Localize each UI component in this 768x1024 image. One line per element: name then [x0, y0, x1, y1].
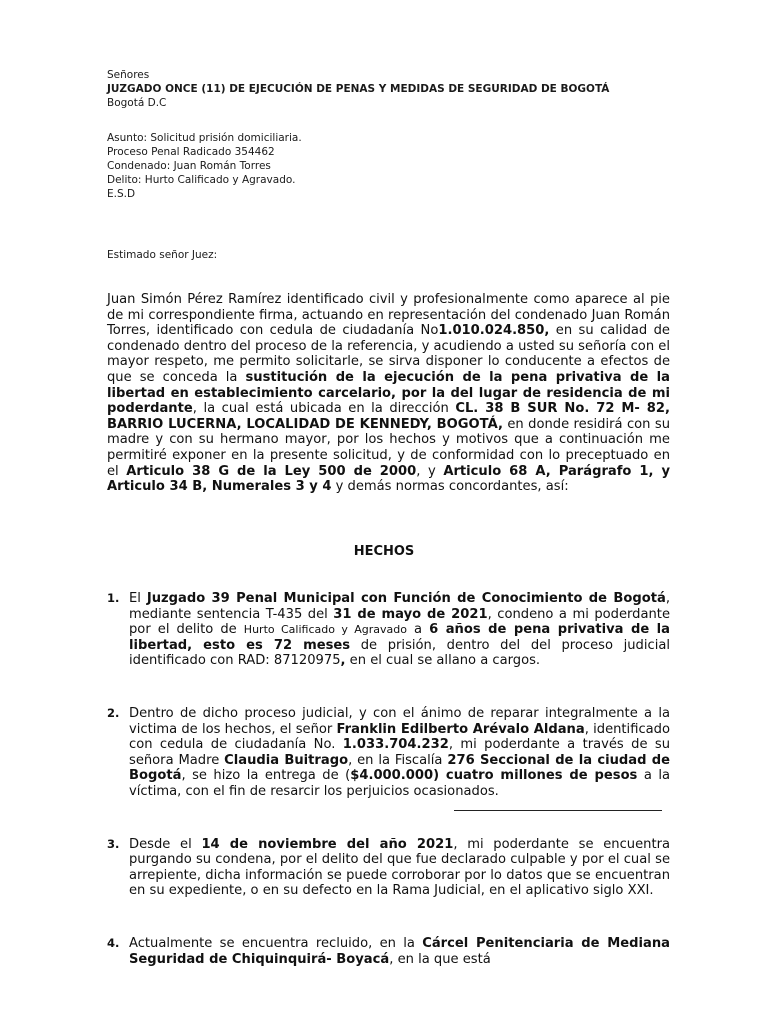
- hecho-bold: Juzgado 39 Penal Municipal con Función de Conocimiento de Bogotá: [146, 591, 666, 606]
- list-number: 2.: [107, 705, 120, 720]
- court-name: JUZGADO ONCE (11) DE EJECUCIÓN DE PENAS Y MEDIDAS DE SEGURIDAD DE BOGOTÁ: [107, 83, 610, 95]
- list-number: 1.: [107, 591, 120, 605]
- underline-mark: [454, 810, 662, 811]
- hecho-bold: 1.033.704.232: [342, 737, 449, 753]
- hecho-bold: 14 de noviembre del año 2021: [201, 836, 454, 852]
- subject-condenado: Condenado: Juan Román Torres: [107, 160, 271, 172]
- hecho-text: , condeno a mi poderdante por el delito de: [129, 606, 670, 638]
- hecho-bold: Cárcel Penitenciaria de Mediana Seguridad de Chiquinquirá- Boyacá: [129, 935, 670, 967]
- hecho-text: , en la Fiscalía: [348, 752, 448, 768]
- list-item: [107, 936, 670, 967]
- hecho-text: , mediante sentencia T-435 del: [129, 591, 670, 622]
- subject-esd: E.S.D: [107, 188, 136, 200]
- list-number: 4.: [107, 935, 120, 950]
- hecho-text: de prisión, dentro del del proceso judicial identificado con RAD: 87120975: [129, 637, 670, 669]
- hecho-bold: ,: [340, 653, 346, 669]
- hecho-text: a la víctima, con el fin de resarcir los perjuicios ocasionados.: [129, 768, 670, 799]
- address: CL. 38 B SUR No. 72 M- 82, BARRIO LUCERNA, LOCALIDAD DE KENNEDY, BOGOTÁ,: [107, 401, 670, 432]
- hecho-bold: 6 años de pena privativa de la libertad, esto es 72 meses: [129, 622, 670, 653]
- intro-text: en su calidad de condenado dentro del proceso de la referencia, y acudiendo a usted su señoría con el mayor respeto, me permito solicitarle, se sirva disponer lo conducente a efectos de que se conceda la: [107, 323, 670, 385]
- hecho-text: , identificado con cedula de ciudadanía No.: [129, 721, 670, 753]
- intro-text: y demás normas concordantes, así:: [331, 479, 569, 495]
- hecho-bold: Franklin Edilberto Arévalo Aldana: [336, 721, 585, 737]
- hecho-text: a: [407, 622, 430, 638]
- subject-delito: Delito: Hurto Calificado y Agravado.: [107, 174, 296, 186]
- hecho-text: El: [129, 591, 147, 606]
- hecho-text: en el cual se allano a cargos.: [345, 653, 541, 669]
- list-item: [107, 706, 670, 800]
- hecho-text: Desde el: [129, 836, 202, 852]
- intro-text: , la cual está ubicada en la dirección: [192, 401, 456, 417]
- hecho-text: Hurto Calificado y Agravado: [243, 623, 407, 637]
- hecho-text: Actualmente se encuentra recluido, en la: [129, 935, 423, 951]
- hecho-bold: 276 Seccional de la ciudad de Bogotá: [129, 752, 670, 784]
- article-38: Articulo 38 G de la Ley 500 de 2000: [126, 463, 417, 479]
- request-sustitucion: sustitución de la ejecución de la pena privativa de la libertad en establecimiento carcelario, por la del lugar de residencia de mi poderdante: [107, 369, 670, 417]
- hecho-text: , mi poderdante se encuentra purgando su condena, por el delito del que fue declarado culpable y por el cual se arrepiente, dicha información se puede corroborar por lo datos que se encuentran en su expediente, o en su defecto en la Rama Judicial, en el aplicativo siglo XXI.: [129, 836, 670, 899]
- hecho-text: , mi poderdante a través de su señora Madre: [129, 737, 670, 768]
- intro-paragraph: [107, 292, 670, 495]
- intro-text: Juan Simón Pérez Ramírez identificado civil y profesionalmente como aparece al pie de mi correspondiente firma, actuando en representación del condenado Juan Román Torres, identificado con cedula de ciudadanía No: [107, 292, 670, 339]
- salutation: Señores: [107, 69, 150, 81]
- greeting: Estimado señor Juez:: [107, 249, 218, 261]
- hecho-text: Dentro de dicho proceso judicial, y con el ánimo de reparar integralmente a la victima de los hechos, el señor: [129, 705, 670, 737]
- hecho-text: , en la que está: [389, 951, 491, 967]
- hechos-list: [107, 591, 670, 967]
- hecho-bold: $4.000.000) cuatro millones de pesos: [350, 768, 638, 784]
- hecho-bold: Claudia Buitrago: [224, 752, 349, 768]
- intro-text: en donde residirá con su madre y con su hermano mayor, por los hechos y motivos que a continuación me permitiré exponer en la presente solicitud, y de conformidad con lo preceptuado en el: [107, 416, 670, 479]
- list-number: 3.: [107, 836, 120, 851]
- city: Bogotá D.C: [107, 97, 167, 109]
- cedula-number: 1.010.024.850,: [438, 323, 550, 339]
- intro-text: , y: [416, 463, 444, 479]
- hecho-bold: 31 de mayo de 2021: [333, 606, 488, 622]
- subject-asunto: Asunto: Solicitud prisión domiciliaria.: [107, 132, 302, 144]
- list-item: [107, 837, 670, 899]
- hecho-text: , se hizo la entrega de (: [181, 768, 351, 784]
- hechos-title: HECHOS: [353, 544, 415, 559]
- list-item: [107, 591, 670, 669]
- article-68: Articulo 68 A, Parágrafo 1, y Articulo 34 B, Numerales 3 y 4: [107, 463, 670, 495]
- subject-proceso: Proceso Penal Radicado 354462: [107, 146, 275, 158]
